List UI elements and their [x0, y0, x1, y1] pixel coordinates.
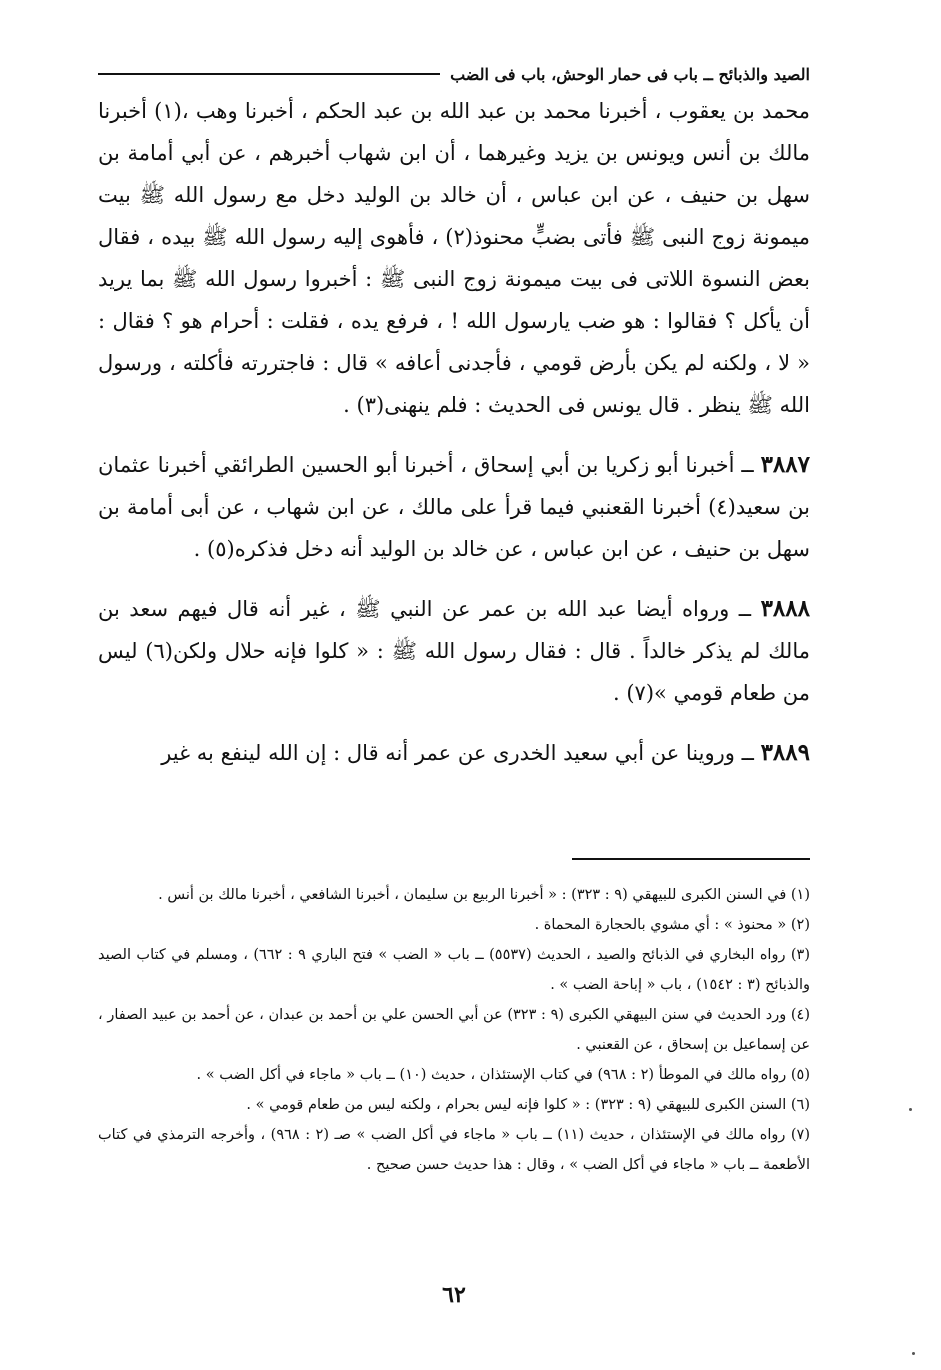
hadith-number: ٣٨٨٩: [760, 739, 810, 766]
paragraph-continued: [98, 90, 810, 426]
book-page: [98, 52, 810, 1342]
scan-speck: [909, 1108, 912, 1111]
footnote: (٦) السنن الكبرى للبيهقي (٩ : ٣٢٣) : « كلوا فإنه ليس بحرام ، ولكنه ليس من طعام قومي » .: [246, 1097, 810, 1113]
footnotes: [98, 880, 810, 1180]
footnote: (١) في السنن الكبرى للبيهقي (٩ : ٣٢٣) : « أخبرنا الربيع بن سليمان ، أخبرنا الشافعي ، أخبرنا مالك بن أنس .: [158, 887, 810, 903]
footnote: (٥) رواه مالك في الموطأ (٢ : ٩٦٨) في كتاب الإستئذان ، حديث (١٠) ــ باب « ماجاء في أكل الضب » .: [196, 1067, 810, 1083]
footnote: (٤) ورد الحديث في سنن البيهقي الكبرى (٩ : ٣٢٣) عن أبي الحسن علي بن أحمد بن عبدان ، عن أحمد بن عبيد الصفار ، عن إسماعيل بن إسحاق ، عن القعنبي .: [98, 1007, 810, 1053]
running-head-rule: [98, 73, 440, 75]
footnote-separator: [572, 858, 810, 860]
footnote: (٣) رواه البخاري في الذبائح والصيد ، الحديث (٥٥٣٧) ــ باب « الضب » فتح الباري ٩ : ٦٦٢) ، ومسلم في كتاب الصيد والذبائح (٣ : ١٥٤٢) ، باب « إباحة الضب » .: [98, 947, 810, 993]
paragraph-text: ــ أخبرنا أبو زكريا بن أبي إسحاق ، أخبرنا أبو الحسين الطرائقي أخبرنا عثمان بن سعيد(٤) أخبرنا القعنبي فيما قرأ على مالك ، عن ابن شهاب ، عن أبى أمامة بن سهل بن حنيف ، عن ابن عباس ، عن خالد بن الوليد أنه دخل فذكره(٥) .: [98, 453, 810, 561]
page-number: ٦٢: [442, 1282, 466, 1308]
footnote: (٢) « محنوذ » : أي مشوي بالحجارة المحماة .: [534, 917, 810, 933]
main-text: [98, 90, 810, 774]
hadith-paragraph: [98, 732, 810, 774]
running-head-title: الصيد والذبائح ــ باب فى حمار الوحش، باب فى الضب: [450, 64, 810, 84]
paragraph-text: ــ ورواه أيضا عبد الله بن عمر عن النبي ﷺ ، غير أنه قال فيهم سعد بن مالك لم يذكر خالداً . قال : فقال رسول الله ﷺ : « كلوا فإنه حلال ولكن(٦) ليس من طعام قومي »(٧) .: [98, 597, 810, 705]
hadith-number: ٣٨٨٨: [760, 595, 810, 622]
hadith-paragraph: [98, 444, 810, 570]
scan-speck: [912, 1352, 915, 1355]
footnote: (٧) رواه مالك في الإستئذان ، حديث (١١) ــ باب « ماجاء في أكل الضب » صـ (٢ : ٩٦٨) ، وأخرجه الترمذي في كتاب الأطعمة ــ باب « ماجاء في أكل الضب » ، وقال : هذا حديث حسن صحيح .: [98, 1127, 811, 1173]
paragraph-text: ــ وروينا عن أبي سعيد الخدرى عن عمر أنه قال : إن الله لينفع به غير: [161, 741, 754, 765]
hadith-number: ٣٨٨٧: [760, 451, 810, 478]
running-head: [98, 60, 810, 88]
hadith-paragraph: [98, 588, 810, 714]
paragraph-text: محمد بن يعقوب ، أخبرنا محمد بن عبد الله بن عبد الحكم ، أخبرنا وهب ،(١) أخبرنا مالك بن أنس ويونس بن يزيد وغيرهما ، أن ابن شهاب أخبرهم ، عن أبي أمامة بن سهل بن حنيف ، عن ابن عباس ، أن خالد بن الوليد دخل مع رسول الله ﷺ بيت ميمونة زوج النبى ﷺ فأتى بضبٍّ محنوذ(٢) ، فأهوى إليه رسول الله ﷺ بيده ، فقال بعض النسوة اللاتى فى بيت ميمونة زوج النبى ﷺ : أخبروا رسول الله ﷺ بما يريد أن يأكل ؟ فقالوا : هو ضب يارسول الله ! ، فرفع يده ، فقلت : أحرام هو ؟ فقال : « لا ، ولكنه لم يكن بأرض قومي ، فأجدنى أعافه » قال : فاجتررته فأكلته ، ورسول الله ﷺ ينظر . قال يونس فى الحديث : فلم ينهنى(٣) .: [98, 99, 811, 417]
